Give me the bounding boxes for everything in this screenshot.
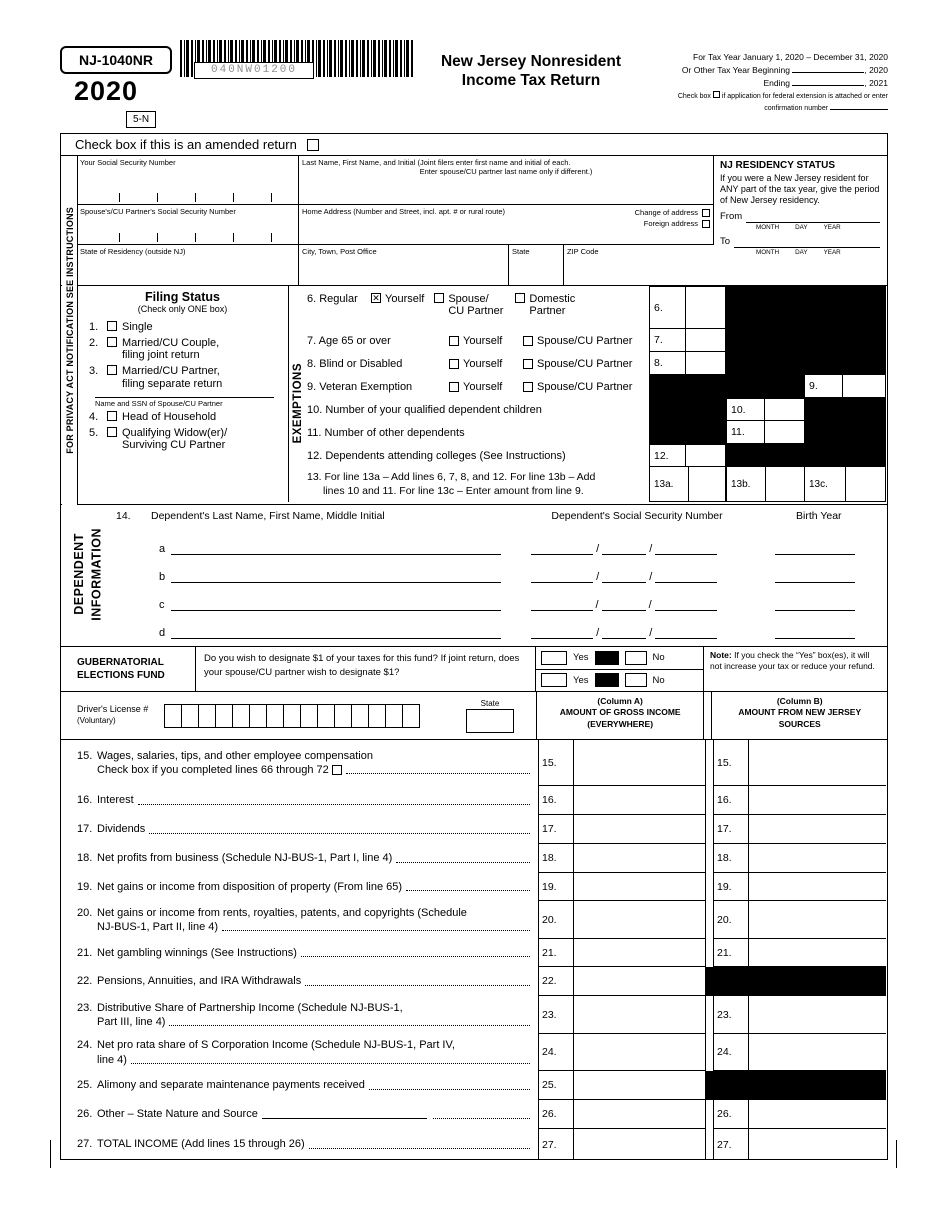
gubernatorial-no-checkbox-2[interactable]	[625, 673, 647, 687]
exemption-box-label-7: 7.	[649, 328, 686, 352]
income-row-15: 15. Wages, salaries, tips, and other employee compensation Check box if you completed lines 66 through 72 15. 15.	[61, 740, 887, 786]
income-16-amount-a[interactable]	[573, 786, 706, 815]
home-address-field[interactable]	[299, 205, 714, 245]
dependent-birth-year-line[interactable]	[775, 609, 855, 611]
dependent-ssn-segment[interactable]	[531, 553, 593, 555]
license-char-box[interactable]	[351, 704, 369, 728]
line-number-a: 21.	[538, 939, 573, 967]
barcode-label: 040NW01200	[194, 62, 314, 79]
line-number-a: 24.	[538, 1034, 573, 1071]
income-26-amount-a[interactable]	[573, 1100, 706, 1129]
exemption-input-13c[interactable]	[845, 466, 886, 502]
filing-status-checkbox-3[interactable]	[107, 365, 117, 375]
dependent-name-line[interactable]	[171, 609, 501, 611]
dependent-birth-year-line[interactable]	[775, 581, 855, 583]
barcode	[180, 40, 415, 77]
column-a-header: (Column A) AMOUNT OF GROSS INCOME (EVERYWHERE)	[537, 692, 705, 739]
line-number-b: 19.	[713, 873, 748, 901]
filing-status-subtitle: (Check only ONE box)	[137, 304, 228, 314]
exemption-6-yourself-checkbox[interactable]: ✕	[372, 292, 380, 303]
dependent-ssn-segment[interactable]	[602, 581, 646, 583]
change-of-address-checkbox[interactable]	[702, 209, 710, 217]
blackout-area	[595, 673, 619, 687]
exemption-box-label-13a: 13a.	[649, 466, 689, 502]
name-field[interactable]	[299, 156, 714, 205]
line-number-a: 22.	[538, 967, 573, 996]
license-char-box[interactable]	[181, 704, 199, 728]
license-char-box[interactable]	[198, 704, 216, 728]
blackout-area	[649, 375, 804, 398]
license-state-box[interactable]	[466, 709, 514, 733]
state-field[interactable]	[509, 245, 564, 286]
filing-status-checkbox-4[interactable]	[107, 411, 117, 421]
amended-return-checkbox[interactable]	[307, 139, 319, 151]
license-state: State	[466, 699, 514, 733]
line-number-b: 18.	[713, 844, 748, 873]
exemption-8-spouse-checkbox[interactable]	[523, 359, 533, 369]
version-code-box: 5-N	[126, 111, 156, 128]
income-row-16: 16. Interest 16. 16.	[61, 786, 887, 815]
change-of-address-label: Change of address	[634, 208, 698, 217]
exemption-7-spouse-checkbox[interactable]	[523, 336, 533, 346]
income-23-amount-b[interactable]	[748, 996, 886, 1034]
dependent-name-line[interactable]	[171, 553, 501, 555]
filing-status-checkbox-1[interactable]	[107, 321, 117, 331]
gubernatorial-note: Note: If you check the “Yes” box(es), it will not increase your tax or reduce your refund.	[710, 650, 875, 672]
foreign-address-checkbox[interactable]	[702, 220, 710, 228]
income-row-20: 20. Net gains or income from rents, royalties, patents, and copyrights (Schedule NJ-BUS-1, Part II, line 4) 20. 20.	[61, 901, 887, 939]
blackout-area	[706, 967, 886, 996]
dependent-information-section	[60, 505, 888, 647]
exemption-box-label-11: 11.	[726, 420, 765, 444]
income-table	[60, 740, 888, 1160]
nj-residency-body: If you were a New Jersey resident for ANY part of the tax year, give the period of New Jersey residency.	[720, 173, 880, 206]
tax-year-label: 2020	[74, 76, 139, 106]
income-20-amount-a[interactable]	[573, 901, 706, 939]
exemption-input-12[interactable]	[685, 444, 726, 467]
license-char-box[interactable]	[215, 704, 233, 728]
income-24-amount-b[interactable]	[748, 1034, 886, 1071]
line-number-b: 23.	[713, 996, 748, 1034]
income-21-amount-b[interactable]	[748, 939, 886, 967]
exemption-input-7[interactable]	[685, 328, 726, 352]
exemption-box-label-8: 8.	[649, 351, 686, 375]
ssn-field[interactable]	[77, 156, 299, 205]
filing-status-checkbox-2[interactable]	[107, 337, 117, 347]
amended-return-label: Check box if this is an amended return	[75, 137, 297, 152]
exemption-line-12: 12. Dependents attending colleges (See Instructions)	[307, 449, 566, 462]
confirmation-line: confirmation number	[626, 101, 888, 113]
line-number-b: 17.	[713, 815, 748, 844]
income-row-25: 25. Alimony and separate maintenance payments received 25.	[61, 1071, 887, 1100]
income-26-amount-b[interactable]	[748, 1100, 886, 1129]
exemption-box-label-10: 10.	[726, 398, 765, 421]
state-of-residency-label: State of Residency (outside NJ)	[80, 247, 186, 256]
income-22-amount-a[interactable]	[573, 967, 706, 996]
income-row-27: 27. TOTAL INCOME (Add lines 15 through 26) 27. 27.	[61, 1129, 887, 1160]
line-number-a: 27.	[538, 1129, 573, 1160]
income-17-amount-a[interactable]	[573, 815, 706, 844]
residency-from-row: From	[720, 211, 880, 223]
spouse-name-note: Name and SSN of Spouse/CU Partner	[95, 399, 223, 409]
dependent-ssn-segment[interactable]	[531, 581, 593, 583]
foreign-address-label: Foreign address	[643, 219, 698, 229]
address-flags	[635, 207, 710, 230]
license-char-box[interactable]	[385, 704, 403, 728]
name-label-2: Enter spouse/CU partner last name only if different.)	[419, 167, 593, 177]
exemption-8-yourself-checkbox[interactable]	[449, 359, 459, 369]
exemption-boxes-grid	[649, 286, 886, 502]
income-21-amount-a[interactable]	[573, 939, 706, 967]
dependent-row-a: a / /	[61, 527, 887, 555]
exemption-6-spouse-checkbox[interactable]	[434, 293, 444, 303]
exemption-input-8[interactable]	[685, 351, 726, 375]
extension-line: Check box if application for federal extension is attached or enter	[677, 92, 888, 100]
dependent-name-header: Dependent's Last Name, First Name, Middle Initial	[151, 510, 385, 522]
exemption-line-13: 13. For line 13a – Add lines 6, 7, 8, and 12. For line 13b – Add lines 10 and 11. For line 13c – Enter amount from line 9.	[307, 471, 596, 498]
blackout-area	[649, 398, 726, 444]
dependent-birth-year-line[interactable]	[775, 553, 855, 555]
dependent-ssn-segment[interactable]	[602, 609, 646, 611]
name-label: Last Name, First Name, and Initial (Joint filers enter first name and initial of each.	[302, 158, 571, 167]
line-14-number: 14.	[116, 510, 131, 522]
license-char-box[interactable]	[402, 704, 420, 728]
column-gap	[704, 692, 711, 739]
tax-year-info	[626, 51, 888, 113]
dependent-row-d: d / /	[61, 611, 887, 639]
income-16-amount-b[interactable]	[748, 786, 886, 815]
nj-residency-title: NJ RESIDENCY STATUS	[720, 160, 836, 171]
gubernatorial-yes-checkbox-1[interactable]	[541, 651, 567, 665]
exemption-line-7: 7. Age 65 or over Yourself Spouse/CU Partner	[307, 334, 633, 347]
gubernatorial-elections-fund	[60, 647, 888, 692]
income-row-17: 17. Dividends 17. 17.	[61, 815, 887, 844]
dependent-ssn-header: Dependent's Social Security Number	[551, 510, 723, 522]
dependent-ssn-segment[interactable]	[655, 609, 717, 611]
dependent-row-b: b / /	[61, 555, 887, 583]
exemption-box-label-9: 9.	[804, 374, 843, 398]
exemption-line-6: 6. Regular ✕ Yourself Spouse/ CU Partner Domestic Partner	[307, 292, 576, 318]
filing-exemptions-section	[60, 286, 888, 505]
income-15-amount-b[interactable]	[748, 740, 886, 786]
exemption-box-label-12: 12.	[649, 444, 686, 467]
residency-to-input[interactable]	[734, 238, 880, 248]
blackout-area	[726, 444, 886, 467]
filing-status-option-4: 4. Head of Household	[89, 411, 217, 424]
line-number-b: 20.	[713, 901, 748, 939]
other-tax-year-line: Or Other Tax Year Beginning , 2020	[681, 65, 888, 76]
drivers-license-area	[61, 692, 537, 739]
license-char-box[interactable]	[232, 704, 250, 728]
spouse-ssn-digit-ticks	[119, 233, 272, 242]
city-field[interactable]	[299, 245, 509, 286]
exemption-line-10: 10. Number of your qualified dependent children	[307, 403, 542, 416]
gubernatorial-question: Do you wish to designate $1 of your taxes for this fund? If joint return, does your spouse/CU partner wish to designate $1?	[196, 647, 536, 691]
crop-mark-left	[50, 1140, 51, 1168]
income-18-amount-a[interactable]	[573, 844, 706, 873]
filing-status-box	[77, 286, 289, 502]
exemption-line-9: 9. Veteran Exemption Yourself Spouse/CU Partner	[307, 380, 633, 393]
home-address-label: Home Address (Number and Street, incl. apt. # or rural route)	[302, 207, 506, 216]
income-23-amount-a[interactable]	[573, 996, 706, 1034]
exemption-box-label-13b: 13b.	[726, 466, 766, 502]
dependent-information-vertical-label: DEPENDENT INFORMATION	[72, 528, 104, 621]
line-number-b: 21.	[713, 939, 748, 967]
income-19-amount-b[interactable]	[748, 873, 886, 901]
other-tax-year-input[interactable]	[792, 64, 864, 73]
extension-checkbox[interactable]	[713, 91, 720, 98]
gubernatorial-title: GUBERNATORIAL ELECTIONS FUND	[61, 647, 196, 691]
exemption-9-yourself-checkbox[interactable]	[449, 382, 459, 392]
lines-66-72-checkbox[interactable]	[332, 765, 342, 775]
exemption-input-6[interactable]	[685, 286, 726, 329]
exemption-line-11: 11. Number of other dependents	[307, 426, 465, 439]
exemption-6-domestic-checkbox[interactable]	[515, 293, 525, 303]
filing-status-option-5: 5. Qualifying Widow(er)/ Surviving CU Partner	[89, 426, 228, 452]
dependent-ssn-segment[interactable]	[655, 581, 717, 583]
ssn-label: Your Social Security Number	[80, 158, 176, 167]
dependent-rows	[61, 527, 887, 639]
dependent-name-line[interactable]	[171, 637, 501, 639]
income-18-amount-b[interactable]	[748, 844, 886, 873]
dependent-ssn-segment[interactable]	[655, 553, 717, 555]
income-27-amount-a[interactable]	[573, 1129, 706, 1160]
filing-status-option-2: 2. Married/CU Couple, filing joint return	[89, 336, 220, 362]
form-title-line1: New Jersey Nonresident	[440, 53, 622, 70]
column-b-header: (Column B) AMOUNT FROM NEW JERSEY SOURCES	[711, 692, 887, 739]
gubernatorial-yes-checkbox-2[interactable]	[541, 673, 567, 687]
line-number-a: 18.	[538, 844, 573, 873]
gubernatorial-no-checkbox-1[interactable]	[625, 651, 647, 665]
spouse-name-line[interactable]	[95, 397, 274, 398]
filing-status-title: Filing Status	[145, 290, 220, 304]
exemption-line-8: 8. Blind or Disabled Yourself Spouse/CU Partner	[307, 357, 633, 370]
dependents-header	[61, 505, 887, 527]
line-number-a: 26.	[538, 1100, 573, 1129]
form-title	[412, 52, 650, 91]
drivers-license-label: Driver's License # (Voluntary)	[77, 704, 149, 726]
confirmation-number-input[interactable]	[830, 101, 888, 110]
dependent-name-line[interactable]	[171, 581, 501, 583]
income-17-amount-b[interactable]	[748, 815, 886, 844]
tax-year-range: For Tax Year January 1, 2020 – December 31, 2020	[693, 52, 888, 62]
state-of-residency-field[interactable]	[77, 245, 299, 286]
line-number-b: 24.	[713, 1034, 748, 1071]
line-number-a: 16.	[538, 786, 573, 815]
filing-status-option-1: 1. Single	[89, 321, 153, 333]
income-15-amount-a[interactable]	[573, 740, 706, 786]
income-25-amount-a[interactable]	[573, 1071, 706, 1100]
license-char-box[interactable]	[266, 704, 284, 728]
income-19-amount-a[interactable]	[573, 873, 706, 901]
gubernatorial-yes-no	[536, 647, 704, 691]
line-number-a: 25.	[538, 1071, 573, 1100]
exemption-input-9[interactable]	[842, 374, 886, 398]
exemption-lines	[307, 286, 649, 502]
ending-input[interactable]	[792, 77, 864, 86]
license-char-box[interactable]	[249, 704, 267, 728]
blackout-area	[706, 1071, 886, 1100]
income-24-amount-a[interactable]	[573, 1034, 706, 1071]
dependent-ssn-segment[interactable]	[531, 609, 593, 611]
residency-to-row: To	[720, 236, 880, 248]
income-20-amount-b[interactable]	[748, 901, 886, 939]
license-char-box[interactable]	[317, 704, 335, 728]
income-row-23: 23. Distributive Share of Partnership Income (Schedule NJ-BUS-1, Part III, line 4) 23. 23.	[61, 996, 887, 1034]
income-row-18: 18. Net profits from business (Schedule NJ-BUS-1, Part I, line 4) 18. 18.	[61, 844, 887, 873]
form-number-box: NJ-1040NR	[60, 46, 172, 74]
city-label: City, Town, Post Office	[302, 247, 377, 256]
drivers-license-boxes	[165, 704, 420, 728]
exemption-input-13b[interactable]	[765, 466, 805, 502]
gubernatorial-yes-no-row-2: Yes No	[536, 669, 703, 692]
state-label: State	[512, 247, 530, 256]
zip-field[interactable]	[564, 245, 714, 286]
dependent-ssn-segment[interactable]	[602, 553, 646, 555]
spouse-ssn-field[interactable]	[77, 205, 299, 245]
privacy-act-notice: FOR PRIVACY ACT NOTIFICATION SEE INSTRUCTIONS	[62, 156, 78, 505]
exemption-input-11[interactable]	[764, 420, 805, 444]
dependent-row-c: c / /	[61, 583, 887, 611]
form-title-line2: Income Tax Return	[461, 72, 601, 90]
license-and-column-headers	[60, 692, 888, 740]
exemption-9-spouse-checkbox[interactable]	[523, 382, 533, 392]
license-char-box[interactable]	[368, 704, 386, 728]
nj-residency-panel	[714, 156, 886, 285]
line-number-a: 17.	[538, 815, 573, 844]
gubernatorial-yes-no-row-1: Yes No	[536, 647, 703, 669]
crop-mark-right	[896, 1140, 897, 1168]
other-source-line[interactable]	[262, 1118, 427, 1119]
residency-to-columns: MONTH DAY YEAR	[756, 248, 841, 256]
income-row-19: 19. Net gains or income from disposition of property (From line 65) 19. 19.	[61, 873, 887, 901]
license-char-box[interactable]	[334, 704, 352, 728]
filing-status-checkbox-5[interactable]	[107, 427, 117, 437]
line-number-a: 15.	[538, 740, 573, 786]
spouse-ssn-label: Spouse's/CU Partner's Social Security Number	[80, 207, 236, 216]
dependent-ssn-segment[interactable]	[602, 637, 646, 639]
zip-label: ZIP Code	[567, 247, 599, 256]
line-number-a: 20.	[538, 901, 573, 939]
income-row-26: 26. Other – State Nature and Source 26. 26.	[61, 1100, 887, 1129]
line-number-b: 26.	[713, 1100, 748, 1129]
income-row-24: 24. Net pro rata share of S Corporation Income (Schedule NJ-BUS-1, Part IV, line 4) 24. 24.	[61, 1034, 887, 1071]
line-number-b: 15.	[713, 740, 748, 786]
exemption-box-label-13c: 13c.	[804, 466, 846, 502]
license-char-box[interactable]	[164, 704, 182, 728]
line-number-a: 19.	[538, 873, 573, 901]
filing-status-option-3: 3. Married/CU Partner, filing separate return	[89, 364, 223, 390]
ending-line: Ending , 2021	[763, 78, 888, 89]
form-header	[60, 38, 888, 131]
identity-section	[60, 156, 888, 286]
income-row-21: 21. Net gambling winnings (See Instructions) 21. 21.	[61, 939, 887, 967]
blackout-area	[804, 398, 886, 444]
dependent-birth-year-header: Birth Year	[796, 510, 842, 522]
license-char-box[interactable]	[283, 704, 301, 728]
line-number-a: 23.	[538, 996, 573, 1034]
dependent-birth-year-line[interactable]	[775, 637, 855, 639]
ssn-digit-ticks	[119, 193, 272, 202]
amended-return-bar	[60, 133, 888, 156]
residency-from-input[interactable]	[746, 213, 880, 223]
blackout-area	[726, 286, 886, 375]
income-row-22: 22. Pensions, Annuities, and IRA Withdrawals 22.	[61, 967, 887, 996]
exemption-input-10[interactable]	[764, 398, 805, 421]
dependent-ssn-segment[interactable]	[655, 637, 717, 639]
dependent-ssn-segment[interactable]	[531, 637, 593, 639]
exemption-7-yourself-checkbox[interactable]	[449, 336, 459, 346]
exemptions-vertical-label: EXEMPTIONS	[292, 362, 304, 444]
residency-from-columns: MONTH DAY YEAR	[756, 223, 841, 231]
income-27-amount-b[interactable]	[748, 1129, 886, 1160]
blackout-area	[595, 651, 619, 665]
line-number-b: 16.	[713, 786, 748, 815]
license-char-box[interactable]	[300, 704, 318, 728]
exemption-box-label-6: 6.	[649, 286, 686, 329]
line-number-b: 27.	[713, 1129, 748, 1160]
exemption-input-13a[interactable]	[688, 466, 726, 502]
